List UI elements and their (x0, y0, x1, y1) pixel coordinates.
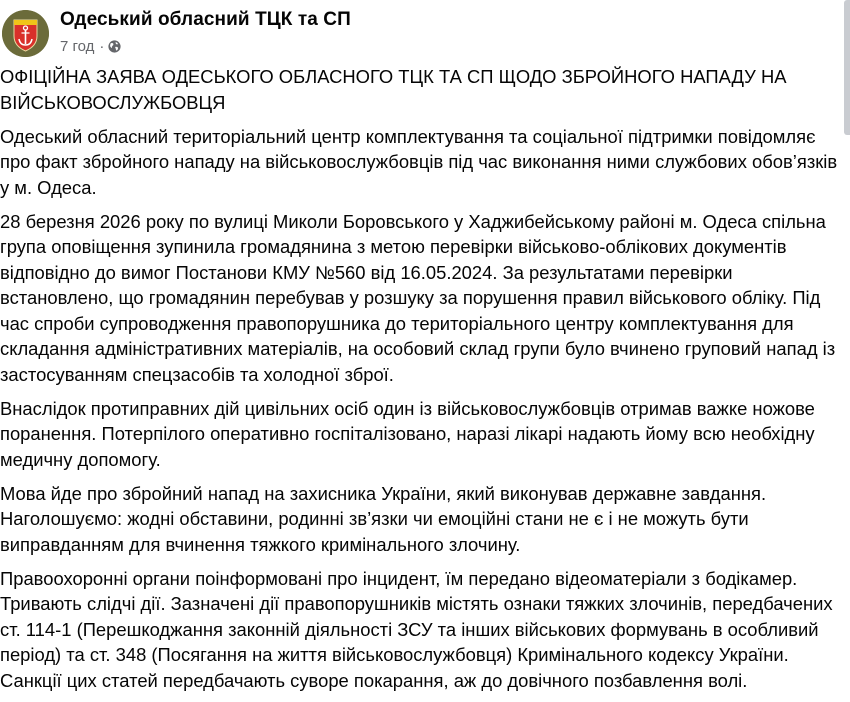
post-headline: ОФІЦІЙНА ЗАЯВА ОДЕСЬКОГО ОБЛАСНОГО ТЦК ТА СП ЩОДО ЗБРОЙНОГО НАПАДУ НА ВІЙСЬКОВОСЛУЖБОВЦЯ (0, 66, 787, 113)
post-body (0, 64, 845, 702)
separator-dot: · (99, 38, 105, 55)
post-paragraph: Внаслідок протиправних дій цивільних осіб один із військовослужбовців отримав важке ножове поранення. Потерпілого оперативно госпіталізовано, наразі лікарі надають йому всю необхідну медичну допомогу. (0, 397, 815, 470)
avatar[interactable] (2, 10, 49, 57)
timestamp-link[interactable]: 7 год (60, 38, 95, 55)
post-meta (60, 38, 121, 55)
post-paragraph: Мова йде про збройний напад на захисника України, який виконував державне завдання. Наголошуємо: жодні обставини, родинні зв’язки чи емоційні стани не є і не можуть бути виправданням для вчинення тяжкого кримінального злочину. (0, 482, 767, 555)
post-paragraph: 28 березня 2026 року по вулиці Миколи Боровського у Хаджибейському районі м. Одеса спільна група оповіщення зупинила громадянина з метою перевірки військово-облікових документів відповідно до вимог Постанови КМУ №560 від 16.05.2024. За результатами перевірки встановлено, що громадянин перебував у розшуку за порушення правил військового обліку. Під час спроби супроводження правопорушника до територіального центру комплектування для складання адміністративних матеріалів, на особовий склад групи було вчинено груповий напад із застосуванням спецзасобів та холодної зброї. (0, 210, 836, 385)
military-emblem-anchor-icon (2, 10, 49, 57)
post-paragraph: Правоохоронні органи поінформовані про інцидент, їм передано відеоматеріали з бодікамер. Тривають слідчі дії. Зазначені дії правопорушників містять ознаки тяжких злочинів, передбачених ст. 114-1 (Перешкоджання законній діяльності ЗСУ та інших військових формувань в особливий період) та ст. 348 (Посягання на життя військовослужбовця) Кримінального кодексу України. Санкції цих статей передбачають суворе покарання, аж до довічного позбавлення волі. (0, 567, 833, 691)
scrollbar-thumb[interactable] (844, 0, 850, 135)
post-header (0, 4, 600, 62)
globe-icon[interactable] (108, 40, 121, 53)
page-name-link[interactable]: Одеський обласний ТЦК та СП (60, 9, 351, 30)
post-paragraph: Одеський обласний територіальний центр комплектування та соціальної підтримки повідомляє про факт збройного нападу на військовослужбовців під час виконання ними службових обов’язків у м. Одеса. (0, 125, 838, 198)
